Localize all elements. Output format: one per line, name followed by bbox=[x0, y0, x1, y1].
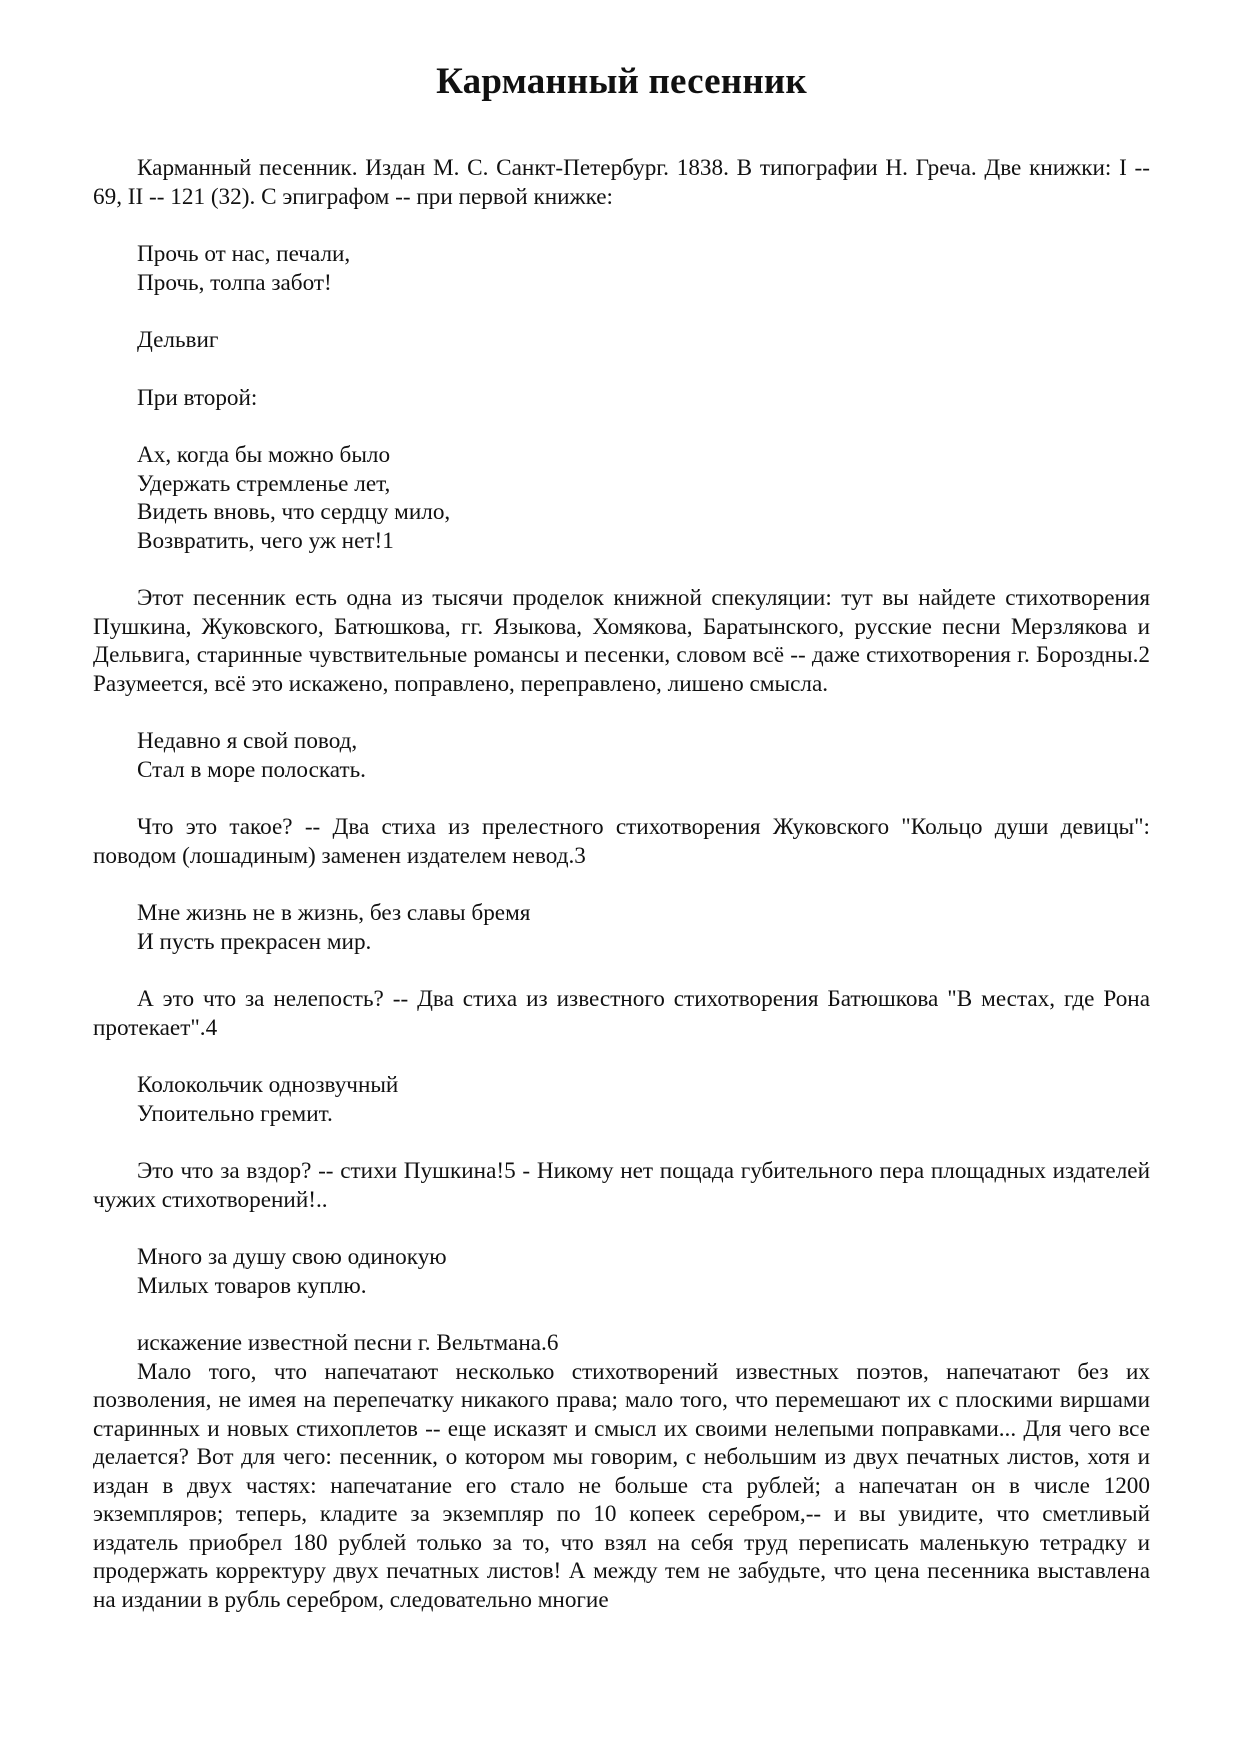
epigraph-author: Дельвиг bbox=[137, 327, 219, 353]
quote-pushkin bbox=[93, 1071, 1150, 1128]
document-body bbox=[93, 154, 1150, 1614]
verse-line: Упоительно гремит. bbox=[137, 1100, 333, 1127]
verse-line: Мне жизнь не в жизнь, без славы бремя bbox=[137, 900, 531, 926]
verse-line: Прочь от нас, печали, bbox=[137, 241, 351, 267]
quote-veltman bbox=[93, 1243, 1150, 1300]
verse-line: Недавно я свой повод, bbox=[137, 728, 358, 754]
verse-line: Видеть вновь, что сердцу мило, bbox=[137, 499, 451, 525]
epigraph-first bbox=[93, 240, 1150, 297]
verse-line: Возвратить, чего уж нет!1 bbox=[137, 527, 394, 554]
comment-veltman: искажение известной песни г. Вельтмана.6 bbox=[137, 1330, 559, 1356]
verse-line: Удержать стремленье лет, bbox=[137, 470, 391, 497]
document-page bbox=[93, 0, 1150, 1614]
comment-pushkin: Это что за вздор? -- стихи Пушкина!5 - Никому нет пощада губительного пера площадных издателей чужих стихотворений!.. bbox=[93, 1158, 1150, 1213]
quote-zhukovsky bbox=[93, 727, 1150, 784]
verse-line: Стал в море полоскать. bbox=[137, 756, 366, 783]
verse-line: Милых товаров куплю. bbox=[137, 1272, 367, 1299]
comment-batyushkov: А это что за нелепость? -- Два стиха из известного стихотворения Батюшкова "В местах, где Рона протекает".4 bbox=[93, 986, 1150, 1041]
quote-batyushkov bbox=[93, 899, 1150, 956]
verse-line: Колокольчик однозвучный bbox=[137, 1072, 399, 1098]
intro-paragraph: Карманный песенник. Издан М. С. Санкт-Петербург. 1838. В типографии Н. Греча. Две книжки: I -- 69, II -- 121 (32). С эпиграфом -- при первой книжке: bbox=[93, 155, 1150, 210]
document-title: Карманный песенник bbox=[436, 61, 807, 102]
final-paragraph: Мало того, что напечатают несколько стихотворений известных поэтов, напечатают без их позволения, не имея на перепечатку никакого права; мало того, что перемешают их с плоскими виршами старинных и новых стихоплетов -- еще исказят и смысл их своими нелепыми поправками... Для чего все делается? Вот для чего: песенник, о котором мы говорим, с небольшим из двух печатных листов, хотя и издан в двух частях: напечатание его стало не больше ста рублей; а напечатан он в числе 1200 экземпляров; теперь, кладите за экземпляр по 10 копеек серебром,-- и вы увидите, что сметливый издатель приобрел 180 рублей только за то, что взял на себя труд переписать маленькую тетрадку и продержать корректуру двух печатных листов! А между тем не забудьте, что цена песенника выставлена на издании в рубль серебром, следовательно многие bbox=[93, 1358, 1150, 1613]
comment-zhukovsky: Что это такое? -- Два стиха из прелестного стихотворения Жуковского "Кольцо души девицы": поводом (лошадиным) заменен издателем невод.3 bbox=[93, 814, 1150, 869]
epigraph-second bbox=[93, 441, 1150, 555]
verse-line: Ах, когда бы можно было bbox=[137, 442, 391, 468]
speculation-paragraph: Этот песенник есть одна из тысячи проделок книжной спекуляции: тут вы найдете стихотворения Пушкина, Жуковского, Батюшкова, гг. Языкова, Хомякова, Баратынского, русские песни Мерзлякова и Дельвига, старинные чувствительные романсы и песенки, словом всё -- даже стихотворения г. Бороздны.2 Разумеется, всё это искажено, поправлено, переправлено, лишено смысла. bbox=[93, 585, 1150, 697]
verse-line: Много за душу свою одинокую bbox=[137, 1244, 447, 1270]
verse-line: Прочь, толпа забот! bbox=[137, 269, 332, 296]
second-book-label: При второй: bbox=[137, 384, 258, 411]
verse-line: И пусть прекрасен мир. bbox=[137, 928, 372, 955]
